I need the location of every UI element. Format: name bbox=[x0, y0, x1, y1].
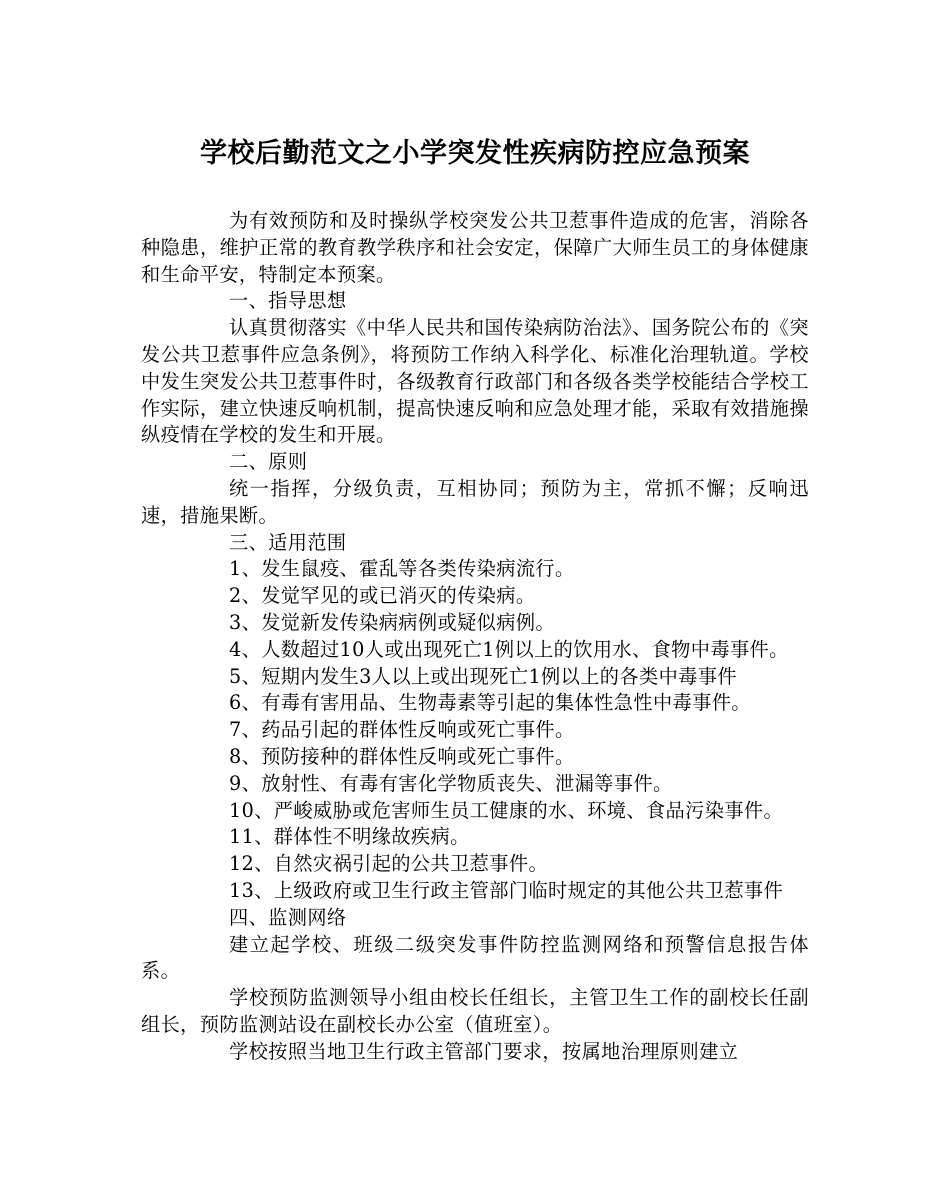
paragraph-local-management: 学校按照当地卫生行政主管部门要求，按属地治理原则建立 bbox=[229, 1039, 739, 1063]
list-item: 4、人数超过10人或出现死亡1例以上的饮用水、食物中毒事件。 bbox=[229, 637, 789, 661]
list-item: 11、群体性不明缘故疾病。 bbox=[229, 825, 470, 849]
paragraph-intro: 为有效预防和及时操纵学校突发公共卫惹事件造成的危害，消除各种隐患，维护正常的教育教学秩序和社会安定，保障广大师生员工的身体健康和生命平安，特制定本预案。 bbox=[141, 209, 809, 286]
list-item: 5、短期内发生3人以上或出现死亡1例以上的各类中毒事件 bbox=[229, 664, 737, 688]
paragraph-monitoring-network: 建立起学校、班级二级突发事件防控监测网络和预警信息报告体系。 bbox=[141, 932, 809, 983]
list-item: 13、上级政府或卫生行政主管部门临时规定的其他公共卫惹事件 bbox=[229, 878, 784, 902]
document-title: 学校后勤范文之小学突发性疾病防控应急预案 bbox=[200, 138, 750, 169]
document-body bbox=[141, 208, 809, 1066]
list-item: 7、药品引起的群体性反响或死亡事件。 bbox=[229, 718, 575, 742]
list-item: 9、放射性、有毒有害化学物质丧失、泄漏等事件。 bbox=[229, 771, 673, 795]
section-heading-2: 二、原则 bbox=[229, 450, 308, 474]
list-item: 2、发觉罕见的或已消灭的传染病。 bbox=[229, 584, 536, 608]
paragraph-principles: 统一指挥，分级负责，互相协同；预防为主，常抓不懈；反响迅速，措施果断。 bbox=[141, 476, 809, 527]
list-item: 1、发生鼠疫、霍乱等各类传染病流行。 bbox=[229, 557, 575, 581]
paragraph-monitoring-group: 学校预防监测领导小组由校长任组长，主管卫生工作的副校长任副组长，预防监测站设在副校长办公室（值班室）。 bbox=[141, 986, 809, 1036]
list-item: 6、有毒有害用品、生物毒素等引起的集体性急性中毒事件。 bbox=[229, 691, 751, 715]
section-heading-4: 四、监测网络 bbox=[229, 905, 347, 929]
section-heading-1: 一、指导思想 bbox=[229, 289, 347, 313]
list-item: 10、严峻威胁或危害师生员工健康的水、环境、食品污染事件。 bbox=[229, 798, 784, 822]
section-heading-3: 三、适用范围 bbox=[229, 530, 347, 554]
list-item: 12、自然灾祸引起的公共卫惹事件。 bbox=[229, 852, 549, 876]
list-item: 8、预防接种的群体性反响或死亡事件。 bbox=[229, 744, 575, 768]
paragraph-guiding-ideology: 认真贯彻落实《中华人民共和国传染病防治法》、国务院公布的《突发公共卫惹事件应急条例》，将预防工作纳入科学化、标准化治理轨道。学校中发生突发公共卫惹事件时，各级教育行政部门和各级各类学校能结合学校工作实际，建立快速反响机制，提高快速反响和应急处理才能，采取有效措施操纵疫情在学校的发生和开展。 bbox=[141, 316, 809, 447]
list-item: 3、发觉新发传染病病例或疑似病例。 bbox=[229, 610, 556, 634]
